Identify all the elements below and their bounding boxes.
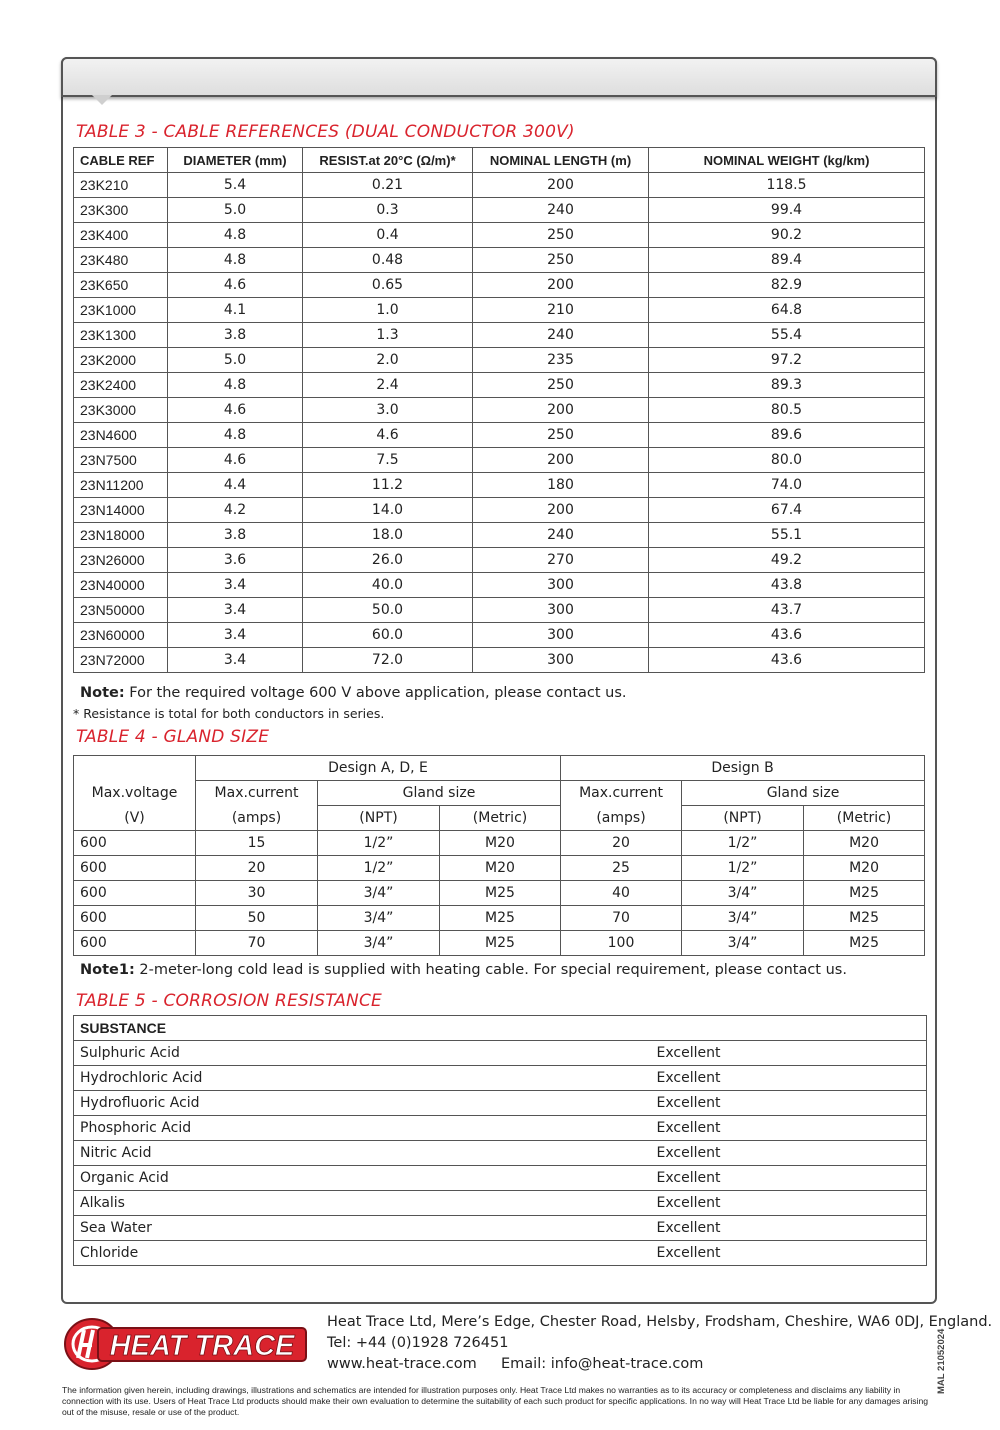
- diameter-cell: 4.8: [168, 223, 303, 248]
- npt-a-cell: 1/2”: [318, 831, 440, 856]
- current-b-cell: 40: [561, 881, 682, 906]
- metric-header-a: (Metric): [440, 806, 561, 831]
- max-current-header-b: Max.current: [561, 781, 682, 806]
- substance-cell: Hydrochloric Acid: [74, 1066, 651, 1091]
- weight-cell: 43.6: [649, 648, 925, 673]
- diameter-cell: 3.4: [168, 623, 303, 648]
- resistance-cell: 40.0: [303, 573, 473, 598]
- length-cell: 235: [473, 348, 649, 373]
- table-row: [74, 856, 925, 881]
- resistance-rating-cell: Excellent: [651, 1166, 927, 1191]
- col-header-diameter: DIAMETER (mm): [168, 148, 303, 173]
- table-row: [74, 1191, 927, 1216]
- note-text: 2-meter-long cold lead is supplied with heating cable. For special requirement, please contact us.: [134, 962, 847, 978]
- resistance-cell: 0.3: [303, 198, 473, 223]
- substance-cell: Hydrofluoric Acid: [74, 1091, 651, 1116]
- max-current-header-a: Max.current: [196, 781, 318, 806]
- note-label: Note1:: [80, 962, 135, 978]
- col-header-nominal-length: NOMINAL LENGTH (m): [473, 148, 649, 173]
- table-row: [74, 1241, 927, 1266]
- npt-b-cell: 3/4”: [682, 931, 804, 956]
- table-row: [74, 906, 925, 931]
- design-a-header: Design A, D, E: [196, 756, 561, 781]
- gland-size-table: [73, 755, 925, 956]
- weight-cell: 97.2: [649, 348, 925, 373]
- weight-cell: 67.4: [649, 498, 925, 523]
- substance-cell: Nitric Acid: [74, 1141, 651, 1166]
- diameter-cell: 5.4: [168, 173, 303, 198]
- metric-a-cell: M20: [440, 831, 561, 856]
- resistance-rating-cell: Excellent: [651, 1241, 927, 1266]
- length-cell: 200: [473, 273, 649, 298]
- diameter-cell: 4.2: [168, 498, 303, 523]
- table-row: [74, 573, 925, 598]
- metric-a-cell: M25: [440, 931, 561, 956]
- metric-a-cell: M20: [440, 856, 561, 881]
- table-row: [74, 473, 925, 498]
- substance-cell: Organic Acid: [74, 1166, 651, 1191]
- current-b-cell: 100: [561, 931, 682, 956]
- cable-ref-cell: 23K210: [74, 173, 168, 198]
- diameter-cell: 3.4: [168, 648, 303, 673]
- table-row: [74, 548, 925, 573]
- diameter-cell: 4.1: [168, 298, 303, 323]
- table3-title: TABLE 3 - CABLE REFERENCES (DUAL CONDUCTOR 300V): [76, 122, 575, 142]
- substance-cell: Alkalis: [74, 1191, 651, 1216]
- table-row: [74, 1041, 927, 1066]
- table-row: [74, 448, 925, 473]
- length-cell: 250: [473, 423, 649, 448]
- resistance-cell: 2.4: [303, 373, 473, 398]
- logo-wordmark: HEAT TRACE: [109, 1330, 295, 1362]
- cable-ref-cell: 23K400: [74, 223, 168, 248]
- diameter-cell: 3.4: [168, 598, 303, 623]
- cable-ref-cell: 23K2400: [74, 373, 168, 398]
- current-a-cell: 15: [196, 831, 318, 856]
- col-header-resistance: RESIST.at 20°C (Ω/m)*: [303, 148, 473, 173]
- table-row: [74, 1216, 927, 1241]
- cable-ref-cell: 23N4600: [74, 423, 168, 448]
- table5-title: TABLE 5 - CORROSION RESISTANCE: [76, 991, 382, 1011]
- diameter-cell: 5.0: [168, 198, 303, 223]
- current-b-cell: 20: [561, 831, 682, 856]
- resistance-rating-cell: Excellent: [651, 1216, 927, 1241]
- cable-ref-cell: 23K1300: [74, 323, 168, 348]
- resistance-cell: 11.2: [303, 473, 473, 498]
- cable-ref-cell: 23N11200: [74, 473, 168, 498]
- resistance-cell: 72.0: [303, 648, 473, 673]
- cable-ref-cell: 23N72000: [74, 648, 168, 673]
- table-row: [74, 223, 925, 248]
- document-reference: MAL 21052024: [936, 1328, 947, 1394]
- header-banner: [61, 57, 937, 97]
- substance-cell: Sulphuric Acid: [74, 1041, 651, 1066]
- resistance-cell: 60.0: [303, 623, 473, 648]
- cable-ref-cell: 23K3000: [74, 398, 168, 423]
- substance-cell: Sea Water: [74, 1216, 651, 1241]
- current-b-cell: 25: [561, 856, 682, 881]
- substance-cell: Chloride: [74, 1241, 651, 1266]
- weight-cell: 55.4: [649, 323, 925, 348]
- length-cell: 300: [473, 623, 649, 648]
- substance-cell: Phosphoric Acid: [74, 1116, 651, 1141]
- resistance-cell: 0.21: [303, 173, 473, 198]
- weight-cell: 82.9: [649, 273, 925, 298]
- resistance-cell: 1.3: [303, 323, 473, 348]
- resistance-rating-cell: Excellent: [651, 1191, 927, 1216]
- weight-cell: 90.2: [649, 223, 925, 248]
- table-row: [74, 1091, 927, 1116]
- resistance-rating-cell: Excellent: [651, 1066, 927, 1091]
- cable-ref-cell: 23N50000: [74, 598, 168, 623]
- resistance-cell: 3.0: [303, 398, 473, 423]
- metric-b-cell: M20: [804, 831, 925, 856]
- table3-note: [80, 685, 627, 701]
- npt-header-a: (NPT): [318, 806, 440, 831]
- cable-ref-cell: 23K480: [74, 248, 168, 273]
- banner-pointer: [92, 95, 112, 105]
- length-cell: 270: [473, 548, 649, 573]
- weight-cell: 74.0: [649, 473, 925, 498]
- resistance-cell: 7.5: [303, 448, 473, 473]
- diameter-cell: 4.8: [168, 373, 303, 398]
- company-email[interactable]: Email: info@heat-trace.com: [501, 1356, 704, 1372]
- col-header-cable-ref: CABLE REF: [74, 148, 168, 173]
- diameter-cell: 5.0: [168, 348, 303, 373]
- table-row: [74, 198, 925, 223]
- table-row: [74, 623, 925, 648]
- amps-header-a: (amps): [196, 806, 318, 831]
- table-header-row: [74, 806, 925, 831]
- diameter-cell: 4.4: [168, 473, 303, 498]
- cable-ref-cell: 23K2000: [74, 348, 168, 373]
- metric-header-b: (Metric): [804, 806, 925, 831]
- length-cell: 300: [473, 573, 649, 598]
- weight-cell: 118.5: [649, 173, 925, 198]
- company-website[interactable]: www.heat-trace.com: [327, 1356, 477, 1372]
- length-cell: 300: [473, 598, 649, 623]
- current-a-cell: 30: [196, 881, 318, 906]
- table-row: [74, 398, 925, 423]
- cable-ref-cell: 23N26000: [74, 548, 168, 573]
- col-header-nominal-weight: NOMINAL WEIGHT (kg/km): [649, 148, 925, 173]
- table-row: [74, 273, 925, 298]
- table4-title: TABLE 4 - GLAND SIZE: [76, 727, 270, 747]
- length-cell: 250: [473, 373, 649, 398]
- length-cell: 250: [473, 248, 649, 273]
- table-row: [74, 598, 925, 623]
- table-header-row: [74, 781, 925, 806]
- metric-b-cell: M20: [804, 856, 925, 881]
- npt-a-cell: 3/4”: [318, 881, 440, 906]
- voltage-cell: 600: [74, 856, 196, 881]
- cable-ref-cell: 23N14000: [74, 498, 168, 523]
- resistance-rating-cell: Excellent: [651, 1091, 927, 1116]
- cable-references-table: [73, 147, 925, 673]
- voltage-unit-header: (V): [74, 806, 196, 831]
- weight-cell: 80.0: [649, 448, 925, 473]
- length-cell: 200: [473, 398, 649, 423]
- weight-cell: 49.2: [649, 548, 925, 573]
- weight-cell: 89.3: [649, 373, 925, 398]
- metric-a-cell: M25: [440, 881, 561, 906]
- npt-a-cell: 3/4”: [318, 906, 440, 931]
- weight-cell: 89.6: [649, 423, 925, 448]
- weight-cell: 80.5: [649, 398, 925, 423]
- length-cell: 240: [473, 323, 649, 348]
- voltage-cell: 600: [74, 881, 196, 906]
- current-a-cell: 70: [196, 931, 318, 956]
- weight-cell: 43.6: [649, 623, 925, 648]
- table-row: [74, 1066, 927, 1091]
- table-row: [74, 373, 925, 398]
- cable-ref-cell: 23N7500: [74, 448, 168, 473]
- metric-b-cell: M25: [804, 906, 925, 931]
- corrosion-resistance-table: [73, 1015, 927, 1266]
- resistance-rating-cell: Excellent: [651, 1041, 927, 1066]
- table-header-row: [74, 1016, 927, 1041]
- resistance-cell: 50.0: [303, 598, 473, 623]
- cable-ref-cell: 23N60000: [74, 623, 168, 648]
- table-row: [74, 523, 925, 548]
- npt-b-cell: 1/2”: [682, 856, 804, 881]
- diameter-cell: 4.6: [168, 273, 303, 298]
- weight-cell: 43.7: [649, 598, 925, 623]
- npt-b-cell: 3/4”: [682, 881, 804, 906]
- npt-a-cell: 3/4”: [318, 931, 440, 956]
- table-row: [74, 1116, 927, 1141]
- diameter-cell: 4.6: [168, 448, 303, 473]
- length-cell: 200: [473, 448, 649, 473]
- table-row: [74, 423, 925, 448]
- table-row: [74, 831, 925, 856]
- resistance-cell: 0.48: [303, 248, 473, 273]
- table-row: [74, 298, 925, 323]
- diameter-cell: 3.4: [168, 573, 303, 598]
- cable-ref-cell: 23N18000: [74, 523, 168, 548]
- cable-ref-cell: 23K650: [74, 273, 168, 298]
- resistance-footnote: * Resistance is total for both conductors in series.: [73, 706, 385, 721]
- substance-header: SUBSTANCE: [74, 1016, 927, 1041]
- npt-a-cell: 1/2”: [318, 856, 440, 881]
- gland-size-header-b: Gland size: [682, 781, 925, 806]
- table-row: [74, 931, 925, 956]
- table-row: [74, 248, 925, 273]
- metric-b-cell: M25: [804, 931, 925, 956]
- table-row: [74, 1141, 927, 1166]
- table-row: [74, 1166, 927, 1191]
- resistance-cell: 1.0: [303, 298, 473, 323]
- length-cell: 200: [473, 173, 649, 198]
- resistance-cell: 0.65: [303, 273, 473, 298]
- diameter-cell: 4.6: [168, 398, 303, 423]
- weight-cell: 99.4: [649, 198, 925, 223]
- cable-ref-cell: 23K300: [74, 198, 168, 223]
- npt-header-b: (NPT): [682, 806, 804, 831]
- diameter-cell: 4.8: [168, 423, 303, 448]
- blank-header-cell: [74, 756, 196, 781]
- note-text: For the required voltage 600 V above application, please contact us.: [124, 685, 627, 701]
- current-b-cell: 70: [561, 906, 682, 931]
- heat-trace-logo: [62, 1316, 312, 1372]
- diameter-cell: 3.8: [168, 323, 303, 348]
- resistance-cell: 14.0: [303, 498, 473, 523]
- npt-b-cell: 1/2”: [682, 831, 804, 856]
- voltage-cell: 600: [74, 906, 196, 931]
- amps-header-b: (amps): [561, 806, 682, 831]
- resistance-cell: 18.0: [303, 523, 473, 548]
- table-row: [74, 498, 925, 523]
- table-header-row: [74, 148, 925, 173]
- table4-note: [80, 962, 847, 978]
- resistance-cell: 0.4: [303, 223, 473, 248]
- company-address: Heat Trace Ltd, Mere’s Edge, Chester Road, Helsby, Frodsham, Cheshire, WA6 0DJ, England.: [327, 1314, 993, 1330]
- table-row: [74, 881, 925, 906]
- current-a-cell: 20: [196, 856, 318, 881]
- max-voltage-header: Max.voltage: [74, 781, 196, 806]
- table-header-row: [74, 756, 925, 781]
- voltage-cell: 600: [74, 831, 196, 856]
- company-phone: Tel: +44 (0)1928 726451: [327, 1335, 509, 1351]
- design-b-header: Design B: [561, 756, 925, 781]
- weight-cell: 64.8: [649, 298, 925, 323]
- diameter-cell: 3.8: [168, 523, 303, 548]
- length-cell: 240: [473, 198, 649, 223]
- current-a-cell: 50: [196, 906, 318, 931]
- resistance-cell: 26.0: [303, 548, 473, 573]
- table-row: [74, 648, 925, 673]
- voltage-cell: 600: [74, 931, 196, 956]
- cable-ref-cell: 23K1000: [74, 298, 168, 323]
- legal-disclaimer: The information given herein, including drawings, illustrations and schematics are intended for illustration purposes only. Heat Trace Ltd makes no warranties as to its accuracy or completeness and disclaims any liability in connection with its use. Users of Heat Trace Ltd products should make their own evaluation to determine the suitability of each such product for specific applications. In no way will Heat Trace Ltd be liable for any damages arising out of the misuse, resale or use of the product.: [62, 1385, 929, 1417]
- cable-ref-cell: 23N40000: [74, 573, 168, 598]
- metric-b-cell: M25: [804, 881, 925, 906]
- diameter-cell: 4.8: [168, 248, 303, 273]
- weight-cell: 43.8: [649, 573, 925, 598]
- length-cell: 300: [473, 648, 649, 673]
- length-cell: 250: [473, 223, 649, 248]
- length-cell: 180: [473, 473, 649, 498]
- resistance-cell: 2.0: [303, 348, 473, 373]
- length-cell: 210: [473, 298, 649, 323]
- table-row: [74, 348, 925, 373]
- npt-b-cell: 3/4”: [682, 906, 804, 931]
- resistance-cell: 4.6: [303, 423, 473, 448]
- diameter-cell: 3.6: [168, 548, 303, 573]
- weight-cell: 89.4: [649, 248, 925, 273]
- note-label: Note:: [80, 685, 125, 701]
- length-cell: 240: [473, 523, 649, 548]
- length-cell: 200: [473, 498, 649, 523]
- weight-cell: 55.1: [649, 523, 925, 548]
- table-row: [74, 323, 925, 348]
- metric-a-cell: M25: [440, 906, 561, 931]
- resistance-rating-cell: Excellent: [651, 1116, 927, 1141]
- resistance-rating-cell: Excellent: [651, 1141, 927, 1166]
- gland-size-header-a: Gland size: [318, 781, 561, 806]
- table-row: [74, 173, 925, 198]
